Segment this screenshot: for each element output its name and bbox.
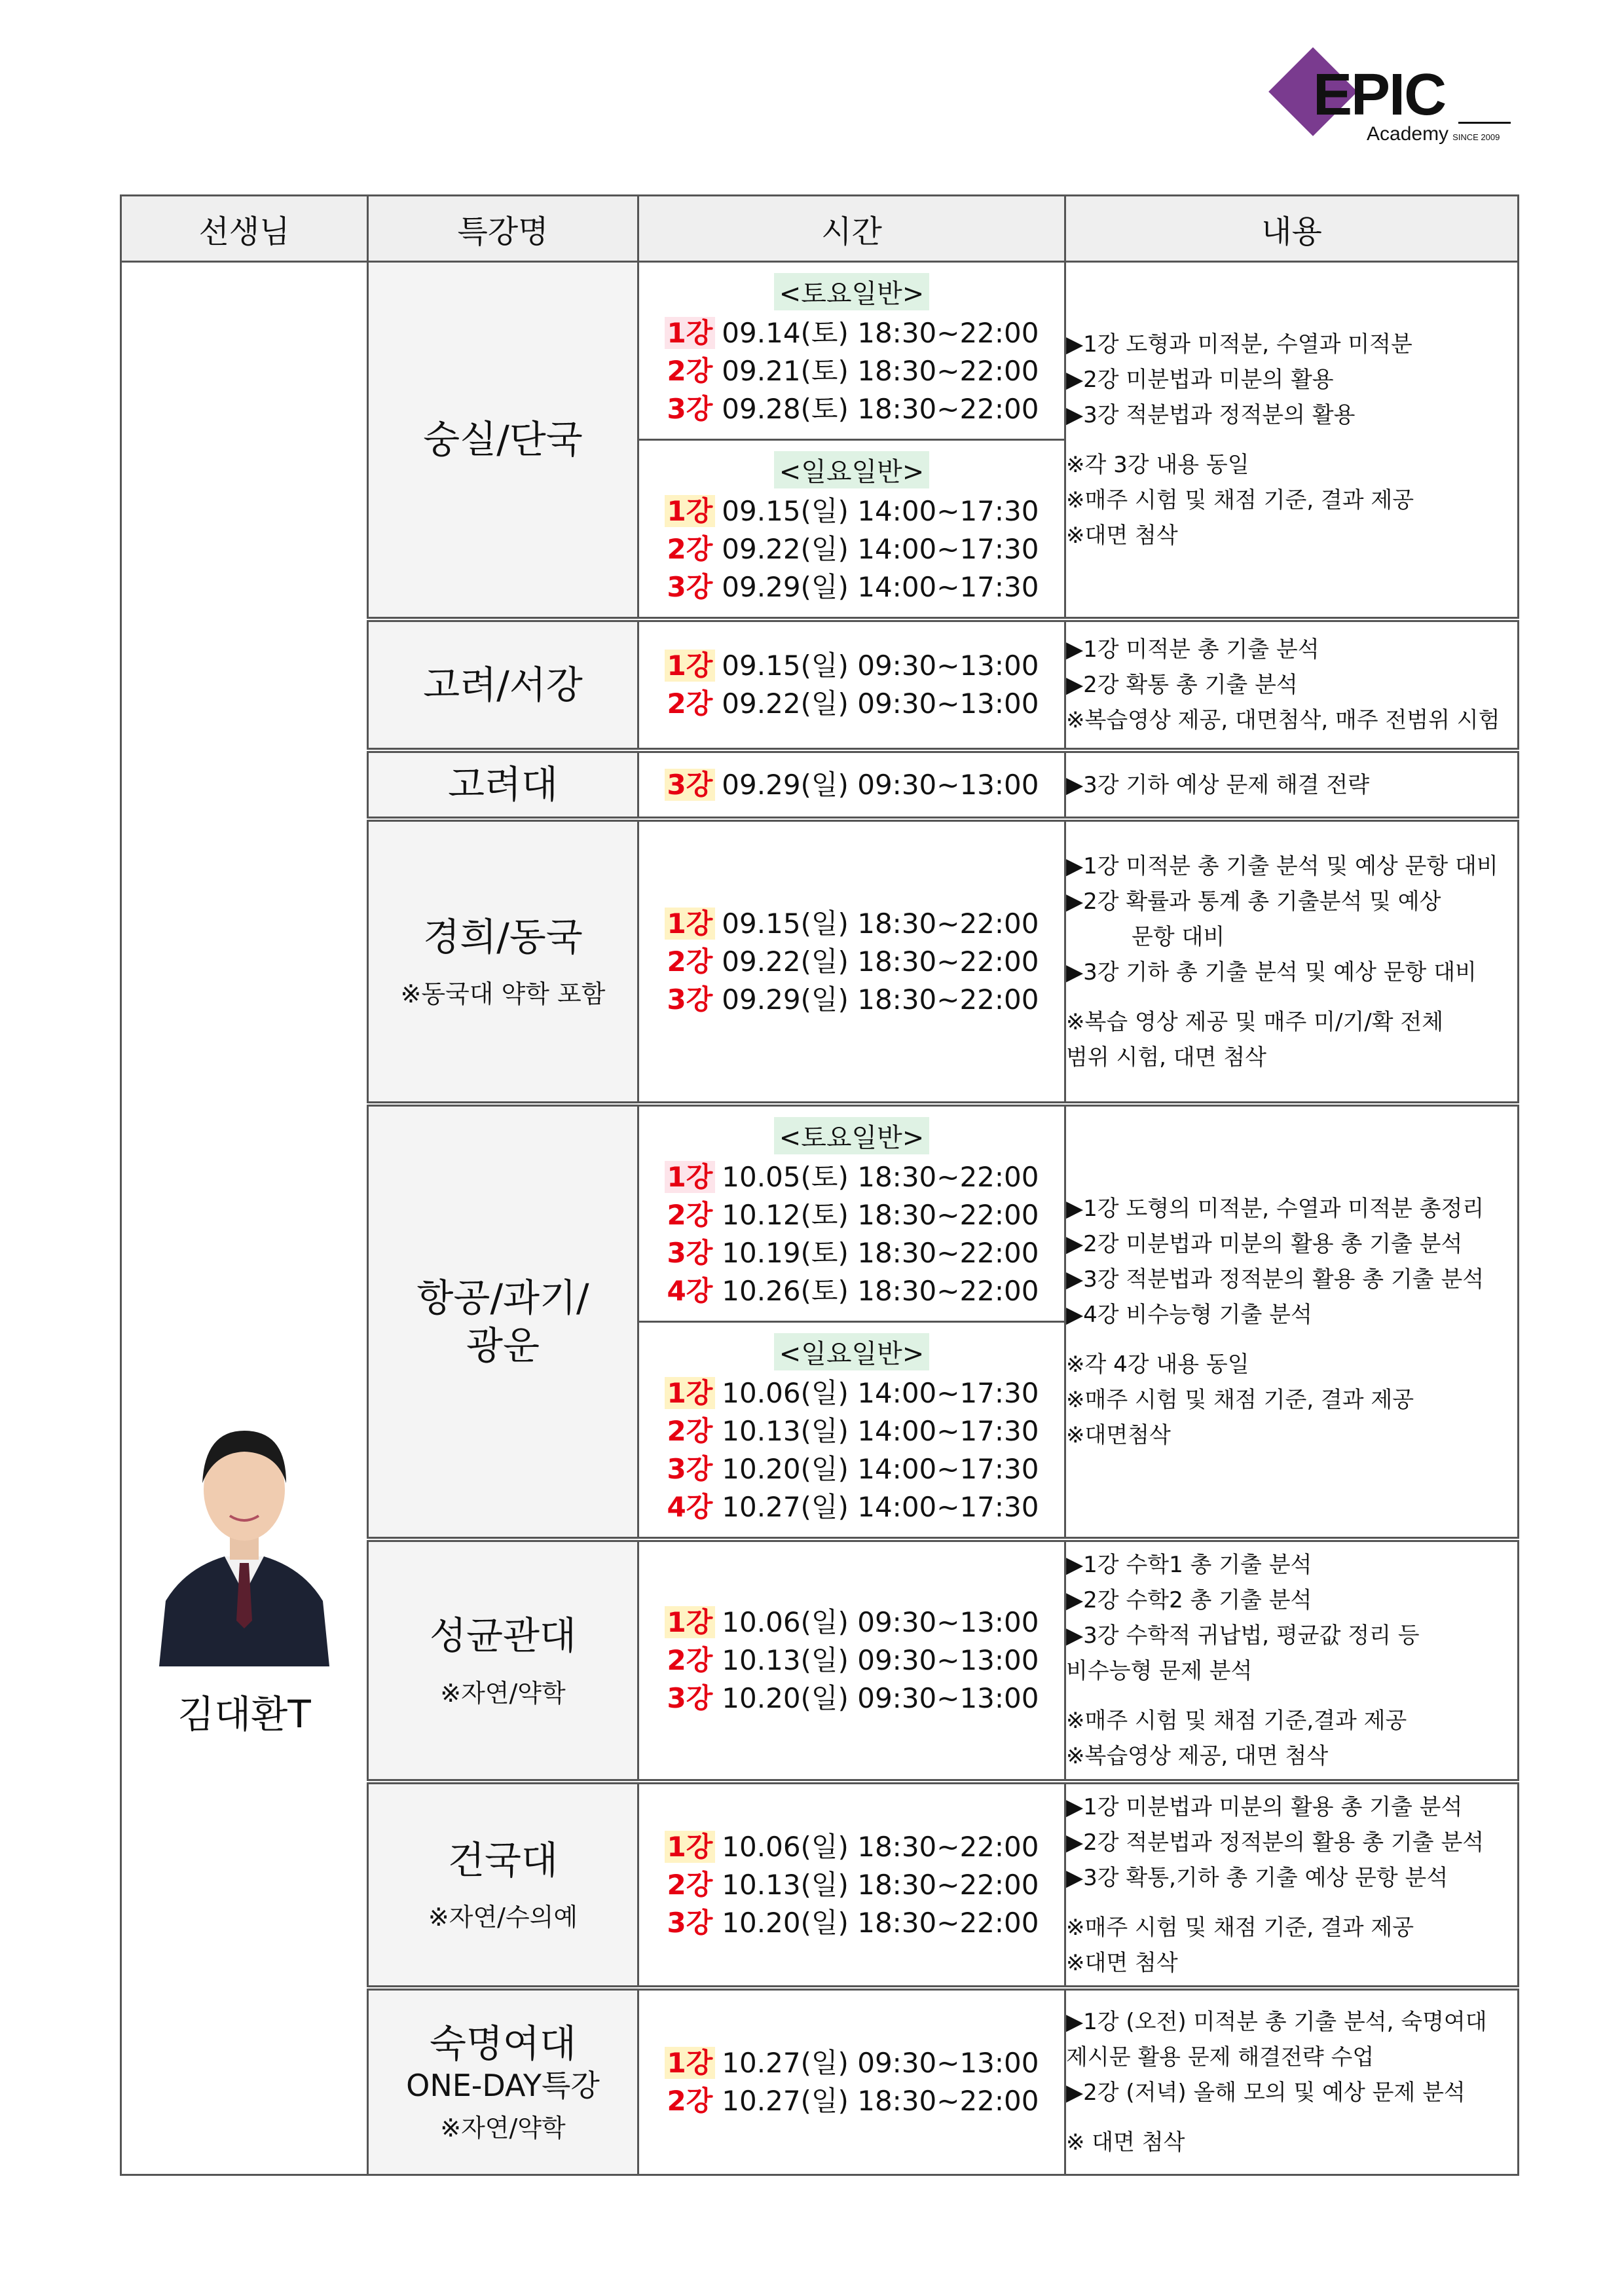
course-name: 항공/과기/ [416, 1276, 589, 1320]
content-line: ▶3강 적분법과 정적분의 활용 [1066, 401, 1356, 428]
session-number: 2강 [667, 1644, 713, 1676]
content-gap [1066, 1689, 1517, 1703]
time-block [639, 2034, 1064, 2131]
session-row [639, 1234, 1064, 1272]
session-row [639, 1158, 1064, 1196]
logo-sub [1367, 124, 1500, 144]
session-datetime: 10.20(일) 18:30~22:00 [722, 1906, 1039, 1939]
session-number: 1강 [665, 1377, 716, 1409]
session-datetime: 09.29(일) 18:30~22:00 [722, 983, 1039, 1016]
session-number: 3강 [667, 1237, 713, 1269]
content-line: ▶1강 미적분 총 기출 분석 및 예상 문항 대비 [1066, 853, 1498, 879]
content-line: ※복습영상 제공, 대면 첨삭 [1066, 1743, 1329, 1769]
content-line: ※대면첨삭 [1066, 1422, 1171, 1448]
session-number: 4강 [667, 1275, 713, 1307]
time-block [639, 439, 1064, 617]
content-gap [1066, 1332, 1517, 1347]
schedule-table [120, 194, 1519, 2176]
content-cell [1065, 819, 1519, 1104]
time-cell [638, 1782, 1065, 1988]
content-line: 제시문 활용 문제 해결전략 수업 [1066, 2044, 1375, 2070]
session-datetime: 10.05(토) 18:30~22:00 [722, 1161, 1039, 1193]
content-line: ※대면 첨삭 [1066, 522, 1178, 549]
time-block [639, 1107, 1064, 1321]
session-row [639, 1828, 1064, 1866]
header-course: 특강명 [368, 196, 638, 262]
class-group-label: <토요일반> [774, 273, 930, 310]
content-line: ※각 4강 내용 동일 [1066, 1351, 1249, 1378]
session-row [639, 2082, 1064, 2120]
content-line: ▶1강 수학1 총 기출 분석 [1066, 1552, 1312, 1578]
session-number: 1강 [665, 650, 716, 682]
session-row [639, 981, 1064, 1019]
course-cell [368, 1988, 638, 2175]
session-row [639, 766, 1064, 804]
time-block [639, 1321, 1064, 1537]
session-row [639, 1272, 1064, 1310]
content-line: ※매주 시험 및 채점 기준, 결과 제공 [1066, 487, 1414, 513]
session-row [639, 685, 1064, 723]
content-line: ▶1강 (오전) 미적분 총 기출 분석, 숙명여대 [1066, 2008, 1487, 2035]
course-note: ※동국대 약학 포함 [400, 980, 606, 1009]
session-row [639, 1196, 1064, 1234]
session-datetime: 10.20(일) 14:00~17:30 [722, 1453, 1039, 1485]
course-name: 숙명여대 [429, 2021, 577, 2066]
content-cell [1065, 1104, 1519, 1539]
content-cell [1065, 1988, 1519, 2175]
session-number: 1강 [665, 495, 716, 527]
content-line: ▶1강 미적분 총 기출 분석 [1066, 636, 1320, 663]
content-cell [1065, 750, 1519, 819]
content-line: ▶2강 확통 총 기출 분석 [1066, 672, 1298, 698]
content-line: ※매주 시험 및 채점 기준,결과 제공 [1066, 1708, 1407, 1734]
session-row [639, 1866, 1064, 1904]
class-group-label: <토요일반> [774, 1117, 930, 1154]
course-name: 건국대 [447, 1837, 559, 1882]
session-row [639, 1450, 1064, 1488]
content-line: ※ 대면 첨삭 [1066, 2129, 1185, 2156]
session-row [639, 1488, 1064, 1526]
content-line: 문항 대비 [1132, 923, 1225, 950]
content-cell [1065, 262, 1519, 620]
teacher-cell [121, 262, 368, 2175]
session-number: 3강 [667, 571, 713, 603]
content-line: ※각 3강 내용 동일 [1066, 451, 1249, 478]
course-cell [368, 750, 638, 819]
session-row [639, 568, 1064, 606]
course-name: 고려대 [447, 762, 559, 807]
session-datetime: 10.13(일) 14:00~17:30 [722, 1415, 1039, 1447]
course-subtitle: ONE-DAY특강 [406, 2067, 600, 2103]
course-cell [368, 1782, 638, 1988]
session-row [639, 1374, 1064, 1412]
course-cell [368, 819, 638, 1104]
time-block [639, 894, 1064, 1029]
session-number: 2강 [667, 2084, 713, 2117]
content-line: ▶3강 적분법과 정적분의 활용 총 기출 분석 [1066, 1266, 1485, 1293]
session-row [639, 1604, 1064, 1642]
session-datetime: 10.12(토) 18:30~22:00 [722, 1199, 1039, 1231]
session-datetime: 09.22(일) 14:00~17:30 [722, 533, 1039, 565]
content-line: 비수능형 문제 분석 [1066, 1658, 1253, 1684]
content-line: 범위 시험, 대면 첨삭 [1066, 1044, 1266, 1071]
session-row [639, 314, 1064, 352]
content-gap [1066, 2110, 1517, 2125]
session-row [639, 492, 1064, 530]
session-number: 1강 [665, 908, 716, 940]
session-datetime: 10.27(일) 14:00~17:30 [722, 1491, 1039, 1523]
session-row [639, 2044, 1064, 2082]
content-line: ▶1강 도형의 미적분, 수열과 미적분 총정리 [1066, 1195, 1485, 1222]
session-row [639, 390, 1064, 428]
session-datetime: 10.13(일) 09:30~13:00 [722, 1644, 1039, 1676]
session-number: 2강 [667, 688, 713, 720]
content-line: ※매주 시험 및 채점 기준, 결과 제공 [1066, 1914, 1414, 1941]
session-datetime: 09.14(토) 18:30~22:00 [722, 317, 1039, 349]
logo-academy: Academy [1367, 123, 1449, 145]
session-number: 3강 [667, 1682, 713, 1714]
class-group-label: <일요일반> [774, 451, 930, 488]
content-line: ▶3강 수학적 귀납법, 평균값 정리 등 [1066, 1623, 1420, 1649]
session-datetime: 09.22(일) 18:30~22:00 [722, 945, 1039, 978]
course-note: ※자연/약학 [440, 2114, 566, 2143]
session-number: 2강 [667, 533, 713, 565]
session-number: 2강 [667, 1415, 713, 1447]
session-datetime: 10.19(토) 18:30~22:00 [722, 1237, 1039, 1269]
session-datetime: 09.15(일) 18:30~22:00 [722, 907, 1039, 940]
content-line: ▶1강 도형과 미적분, 수열과 미적분 [1066, 331, 1412, 358]
session-number: 2강 [667, 355, 713, 387]
epic-academy-logo [1267, 51, 1516, 149]
session-row [639, 943, 1064, 981]
session-number: 4강 [667, 1491, 713, 1523]
course-row [121, 262, 1519, 620]
session-number: 1강 [665, 2047, 716, 2079]
header-time: 시간 [638, 196, 1065, 262]
course-note: ※자연/수의예 [428, 1903, 578, 1932]
session-datetime: 09.15(일) 14:00~17:30 [722, 495, 1039, 527]
course-name: 경희/동국 [423, 914, 583, 959]
session-number: 1강 [665, 1831, 716, 1863]
session-number: 2강 [667, 1199, 713, 1231]
session-datetime: 10.06(일) 14:00~17:30 [722, 1377, 1039, 1409]
session-number: 1강 [665, 317, 716, 349]
session-datetime: 10.13(일) 18:30~22:00 [722, 1868, 1039, 1901]
time-cell [638, 1539, 1065, 1782]
session-number: 3강 [667, 983, 713, 1016]
content-line: ▶3강 기하 총 기출 분석 및 예상 문항 대비 [1066, 959, 1477, 985]
logo-since: SINCE 2009 [1452, 132, 1500, 142]
content-line: ※복습 영상 제공 및 매주 미/기/확 전체 [1066, 1008, 1444, 1035]
header-content: 내용 [1065, 196, 1519, 262]
session-row [639, 530, 1064, 568]
content-line: ※대면 첨삭 [1066, 1949, 1178, 1976]
course-name: 고려/서강 [423, 662, 583, 707]
course-name: 숭실/단국 [423, 417, 583, 462]
session-row [639, 905, 1064, 943]
session-row [639, 352, 1064, 390]
session-datetime: 10.06(일) 09:30~13:00 [722, 1606, 1039, 1638]
course-name: 성균관대 [429, 1613, 577, 1659]
session-number: 2강 [667, 1868, 713, 1901]
session-number: 1강 [665, 1161, 716, 1193]
content-line: ▶3강 기하 예상 문제 해결 전략 [1066, 771, 1370, 798]
header-teacher: 선생님 [121, 196, 368, 262]
session-datetime: 10.20(일) 09:30~13:00 [722, 1682, 1039, 1714]
session-number: 1강 [665, 1606, 716, 1638]
time-block [639, 636, 1064, 733]
session-datetime: 10.27(일) 09:30~13:00 [722, 2046, 1039, 2079]
content-cell [1065, 1782, 1519, 1988]
session-row [639, 1642, 1064, 1680]
logo-word: EPIC [1313, 62, 1446, 128]
header-row [121, 196, 1519, 262]
content-gap [1066, 433, 1517, 447]
session-row [639, 1680, 1064, 1717]
time-cell [638, 1988, 1065, 2175]
time-block [639, 1593, 1064, 1728]
session-datetime: 09.15(일) 09:30~13:00 [722, 650, 1039, 682]
content-line: ▶2강 (저녁) 올해 모의 및 예상 문제 분석 [1066, 2079, 1466, 2106]
course-cell [368, 1539, 638, 1782]
session-datetime: 09.29(일) 14:00~17:30 [722, 571, 1039, 603]
content-line: ▶2강 확률과 통계 총 기출분석 및 예상 [1066, 888, 1441, 915]
time-block [639, 263, 1064, 439]
time-cell [638, 619, 1065, 750]
course-cell [368, 619, 638, 750]
content-cell [1065, 619, 1519, 750]
content-line: ※복습영상 제공, 대면첨삭, 매주 전범위 시험 [1066, 707, 1500, 733]
session-datetime: 09.22(일) 09:30~13:00 [722, 688, 1039, 720]
session-number: 3강 [665, 769, 716, 801]
teacher-photo [146, 1385, 342, 1666]
content-line: ▶2강 미분법과 미분의 활용 [1066, 366, 1334, 393]
time-cell [638, 262, 1065, 620]
course-name: 광운 [466, 1323, 540, 1368]
content-line: ▶4강 비수능형 기출 분석 [1066, 1301, 1312, 1328]
time-cell [638, 750, 1065, 819]
content-cell [1065, 1539, 1519, 1782]
logo-underline [1458, 122, 1511, 124]
class-group-label: <일요일반> [774, 1333, 930, 1370]
session-datetime: 10.26(토) 18:30~22:00 [722, 1275, 1039, 1307]
course-cell [368, 1104, 638, 1539]
content-line: ▶3강 확통,기하 총 기출 예상 문항 분석 [1066, 1864, 1449, 1891]
time-cell [638, 819, 1065, 1104]
session-datetime: 10.27(일) 18:30~22:00 [722, 2084, 1039, 2117]
time-cell [638, 1104, 1065, 1539]
teacher-name: 김대환T [177, 1692, 311, 1737]
content-line: ▶2강 적분법과 정적분의 활용 총 기출 분석 [1066, 1829, 1485, 1856]
content-line: ※매주 시험 및 채점 기준, 결과 제공 [1066, 1386, 1414, 1413]
session-number: 3강 [667, 1906, 713, 1939]
content-gap [1066, 1896, 1517, 1910]
session-datetime: 09.21(토) 18:30~22:00 [722, 355, 1039, 387]
content-line: ▶1강 미분법과 미분의 활용 총 기출 분석 [1066, 1793, 1463, 1820]
session-row [639, 647, 1064, 685]
session-datetime: 10.06(일) 18:30~22:00 [722, 1830, 1039, 1863]
session-number: 2강 [667, 945, 713, 978]
session-row [639, 1412, 1064, 1450]
course-note: ※자연/약학 [440, 1678, 566, 1708]
time-block [639, 1818, 1064, 1953]
content-gap [1066, 990, 1517, 1004]
session-row [639, 1904, 1064, 1942]
course-cell [368, 262, 638, 620]
session-number: 3강 [667, 393, 713, 425]
session-datetime: 09.28(토) 18:30~22:00 [722, 393, 1039, 425]
content-line: ▶2강 미분법과 미분의 활용 총 기출 분석 [1066, 1230, 1463, 1257]
content-line: ▶2강 수학2 총 기출 분석 [1066, 1587, 1312, 1613]
session-datetime: 09.29(일) 09:30~13:00 [722, 768, 1039, 801]
time-block [639, 756, 1064, 815]
session-number: 3강 [667, 1453, 713, 1485]
